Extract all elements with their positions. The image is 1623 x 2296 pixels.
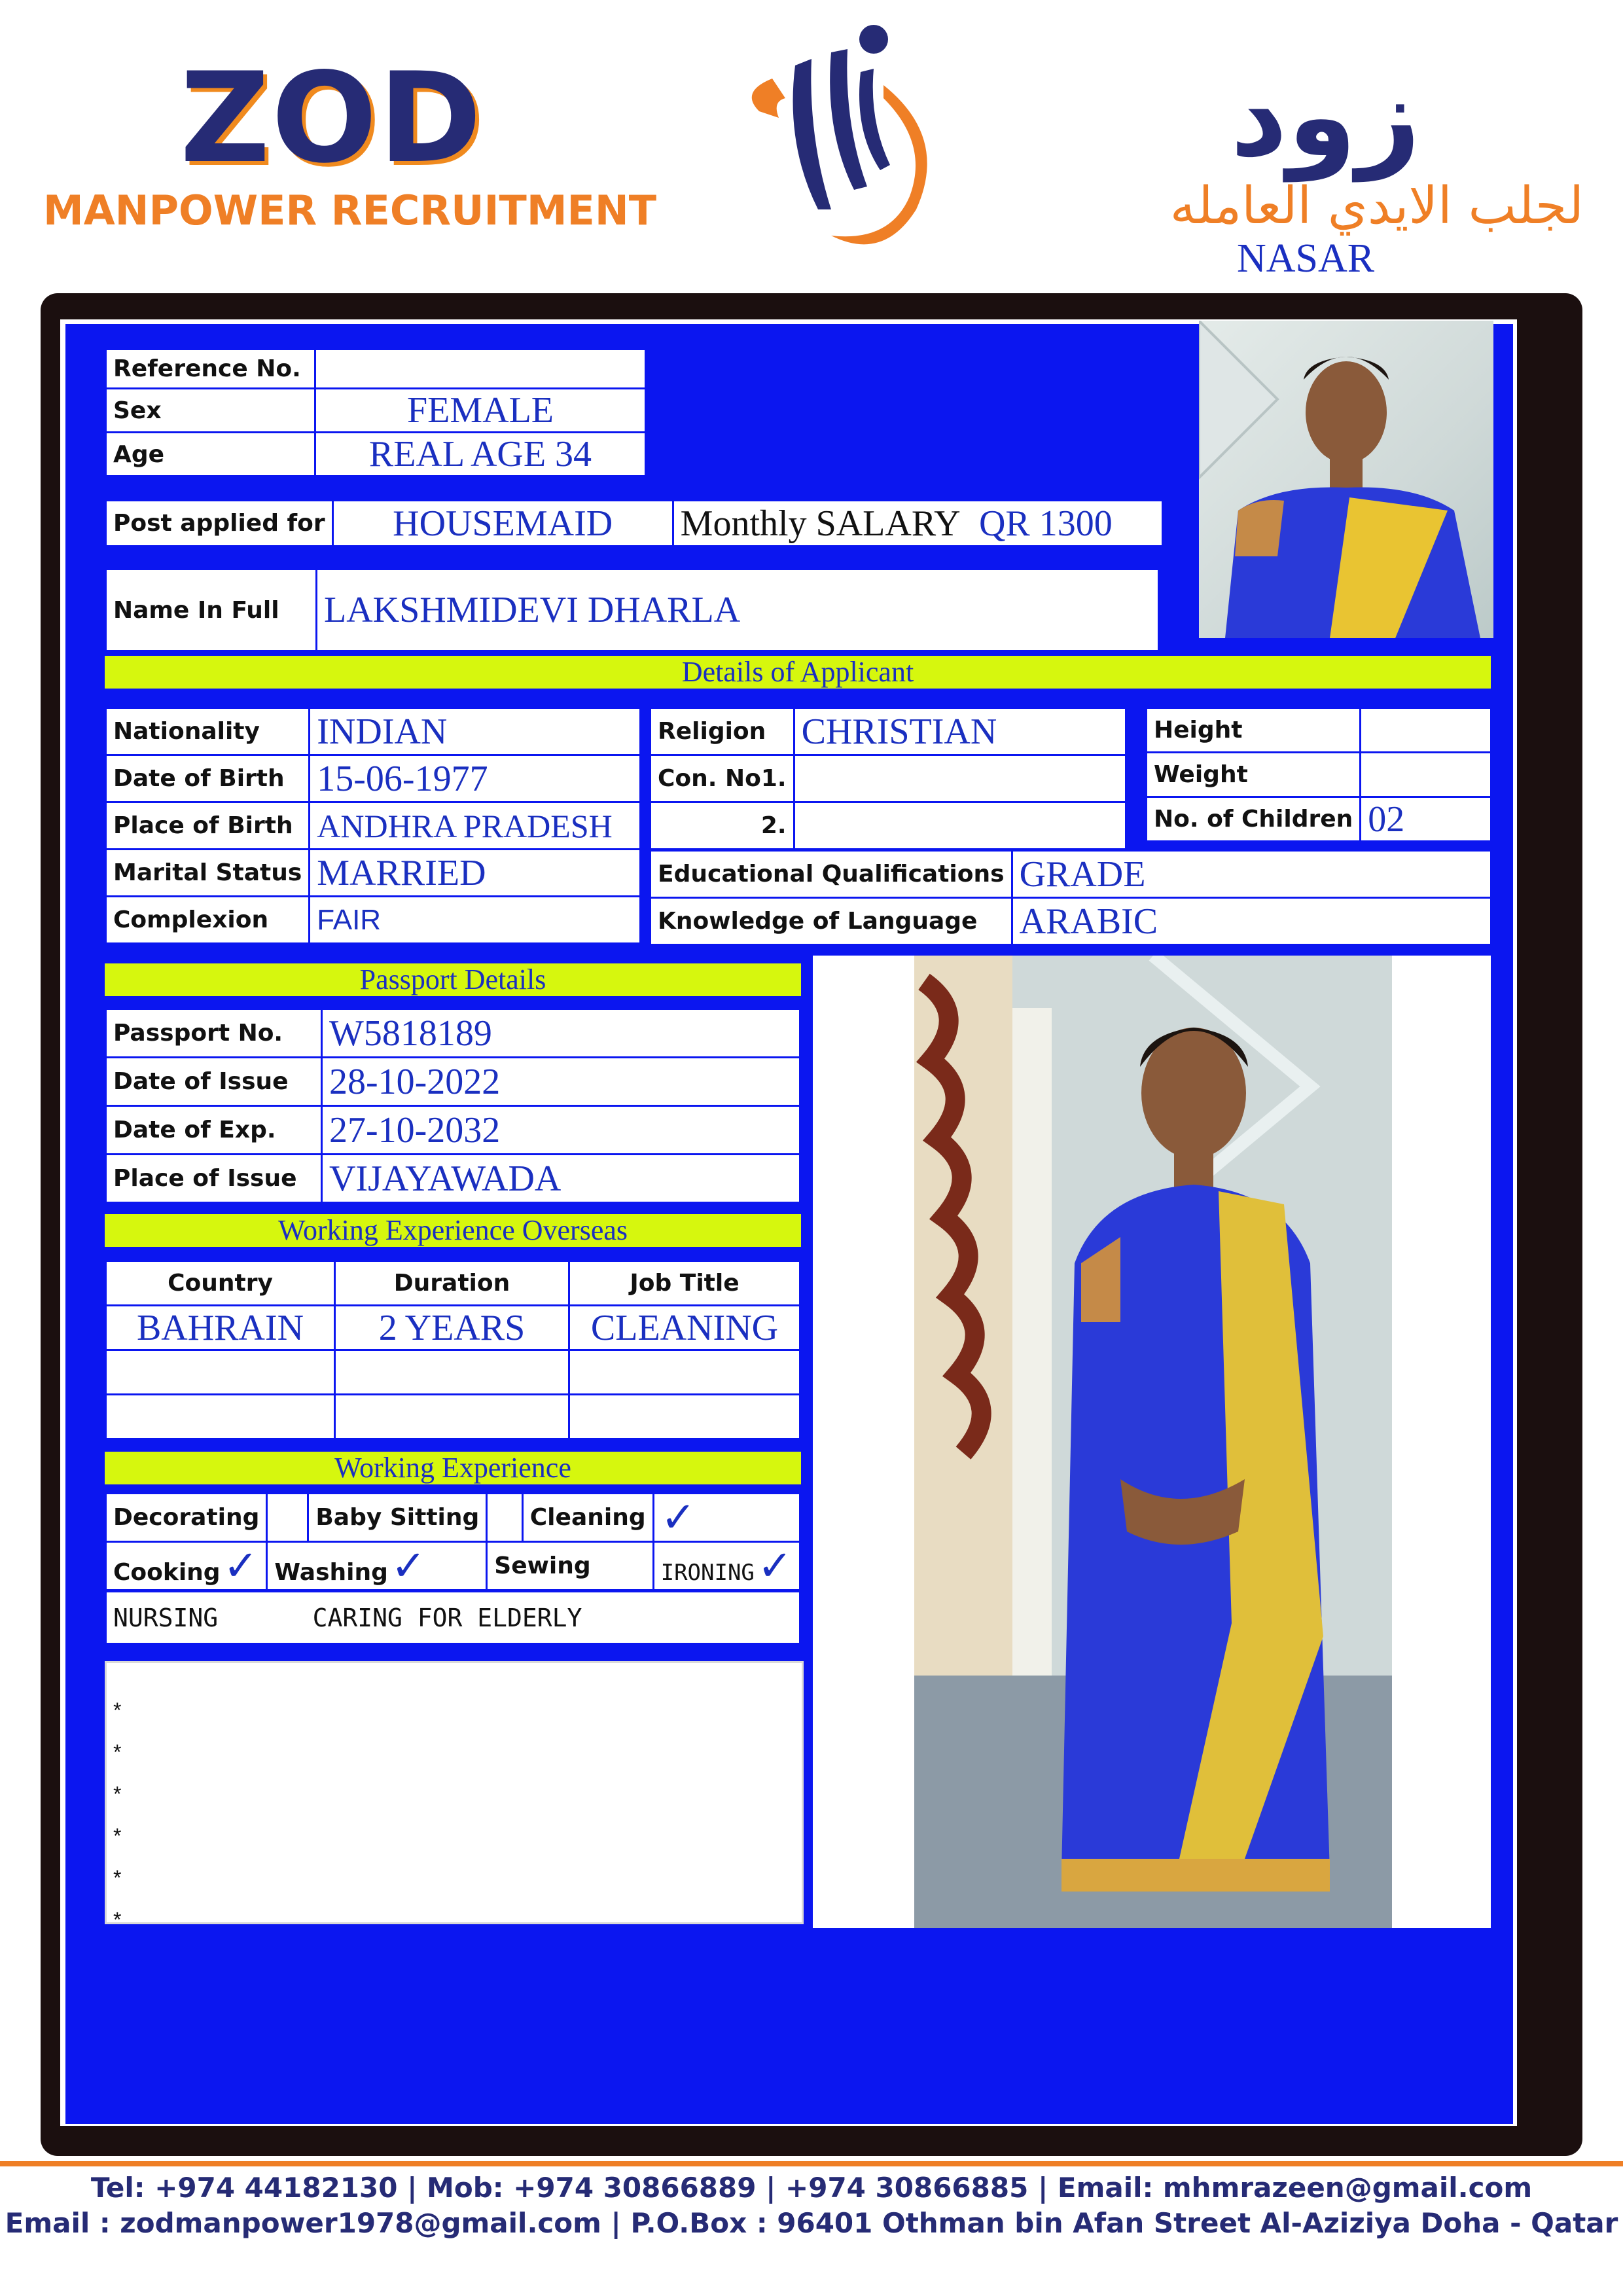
language-label: Knowledge of Language (651, 898, 1012, 945)
table-row (106, 1395, 800, 1439)
ironing-check-icon: ✓ (757, 1541, 793, 1590)
footer-divider (0, 2161, 1623, 2166)
name-table (105, 568, 1160, 652)
applicant-full-photo (813, 956, 1491, 1928)
job-cell (569, 1395, 800, 1439)
baby-sitting-check (487, 1494, 522, 1542)
arabic-subtitle: لجلب الايدي العامله (1169, 177, 1584, 236)
dob-value: 15-06-1977 (310, 755, 641, 802)
religion-table (649, 707, 1127, 850)
issue-date-label: Date of Issue (106, 1058, 322, 1106)
skill-baby-sitting: Baby Sitting (308, 1494, 487, 1542)
company-logo-icon (733, 13, 942, 262)
passport-table (105, 1008, 801, 1204)
country-cell (106, 1350, 335, 1395)
duration-cell: 2 YEARS (335, 1306, 569, 1350)
post-label: Post applied for (106, 501, 333, 547)
education-value: GRADE (1012, 851, 1491, 898)
cooking-cell (106, 1542, 267, 1590)
note-bullet: * (113, 1824, 122, 1848)
passport-number-value: W5818189 (322, 1009, 800, 1058)
overseas-heading: Working Experience Overseas (105, 1214, 801, 1247)
brand-title: ZOD (180, 46, 484, 190)
cleaning-check-icon: ✓ (653, 1494, 800, 1542)
note-bullet: * (113, 1698, 122, 1722)
salary-value: QR 1300 (978, 503, 1113, 544)
sex-label: Sex (106, 389, 315, 433)
cooking-check-icon: ✓ (223, 1541, 259, 1590)
skill-washing: Washing (274, 1558, 388, 1586)
note-bullet: * (113, 1782, 122, 1806)
post-table (105, 499, 1164, 547)
skills-table (105, 1492, 801, 1591)
children-label: No. of Children (1147, 797, 1361, 842)
note-bullet: * (113, 1908, 122, 1931)
con2-value (794, 802, 1126, 850)
country-cell (106, 1395, 335, 1439)
passport-heading: Passport Details (105, 963, 801, 996)
complexion-label: Complexion (106, 897, 310, 944)
pob-value: ANDHRA PRADESH (310, 802, 641, 850)
religion-label: Religion (651, 708, 794, 755)
col-country: Country (106, 1261, 335, 1306)
brand-subtitle: MANPOWER RECRUITMENT (43, 187, 657, 234)
extra-skills-row (106, 1592, 800, 1644)
col-duration: Duration (335, 1261, 569, 1306)
nationality-value: INDIAN (310, 708, 641, 755)
job-cell: CLEANING (569, 1306, 800, 1350)
duration-cell (335, 1395, 569, 1439)
skill-decorating: Decorating (106, 1494, 267, 1542)
salary-cell (673, 501, 1162, 547)
skill-cooking: Cooking (113, 1558, 221, 1586)
pob-label: Place of Birth (106, 802, 310, 850)
footer-address-line: Email : zodmanpower1978@gmail.com | P.O.Box : 96401 Othman bin Afan Street Al-Aziziya Doha - Qatar (5, 2207, 1618, 2239)
arabic-brand: زود (1230, 52, 1421, 182)
note-bullet: * (113, 1866, 122, 1890)
dob-label: Date of Birth (106, 755, 310, 802)
height-label: Height (1147, 708, 1361, 753)
ironing-cell (653, 1542, 800, 1590)
expiry-date-label: Date of Exp. (106, 1106, 322, 1155)
overseas-table (105, 1260, 801, 1440)
skills-heading: Working Experience (105, 1452, 801, 1484)
name-label: Name In Full (106, 569, 317, 651)
nationality-label: Nationality (106, 708, 310, 755)
table-row (106, 1306, 800, 1350)
footer-contact-line: Tel: +974 44182130 | Mob: +974 30866889 | +974 30866885 | Email: mhmrazeen@gmail.com (90, 2172, 1533, 2204)
weight-value (1361, 753, 1491, 797)
skill-ironing: IRONING (660, 1559, 755, 1586)
expiry-date-value: 27-10-2032 (322, 1106, 800, 1155)
language-value: ARABIC (1012, 898, 1491, 945)
con1-label: Con. No1. (651, 755, 794, 802)
table-row (106, 1350, 800, 1395)
religion-value: CHRISTIAN (794, 708, 1126, 755)
children-value: 02 (1361, 797, 1491, 842)
washing-cell (267, 1542, 487, 1590)
marital-label: Marital Status (106, 850, 310, 897)
education-table (649, 850, 1492, 946)
skill-sewing: Sewing (487, 1542, 653, 1590)
issue-place-label: Place of Issue (106, 1155, 322, 1203)
height-value (1361, 708, 1491, 753)
salary-label: Monthly SALARY (680, 503, 961, 544)
tagline: NASAR (1237, 236, 1375, 281)
job-cell (569, 1350, 800, 1395)
name-value: LAKSHMIDEVI DHARLA (317, 569, 1159, 651)
passport-number-label: Passport No. (106, 1009, 322, 1058)
physical-table (1145, 707, 1492, 842)
education-label: Educational Qualifications (651, 851, 1012, 898)
issue-place-value: VIJAYAWADA (322, 1155, 800, 1203)
skill-cleaning: Cleaning (522, 1494, 653, 1542)
weight-label: Weight (1147, 753, 1361, 797)
post-value: HOUSEMAID (332, 501, 673, 547)
duration-cell (335, 1350, 569, 1395)
details-heading: Details of Applicant (105, 656, 1491, 689)
age-label: Age (106, 433, 315, 476)
con2-label: 2. (651, 802, 794, 850)
applicant-headshot (1199, 321, 1493, 638)
sex-value: FEMALE (315, 389, 646, 433)
extra-skills-table (105, 1590, 801, 1645)
basic-info-table (105, 348, 647, 477)
skill-nursing: NURSING (113, 1603, 219, 1632)
washing-check-icon: ✓ (391, 1541, 426, 1590)
decorating-check (267, 1494, 308, 1542)
col-job-title: Job Title (569, 1261, 800, 1306)
con1-value (794, 755, 1126, 802)
reference-label: Reference No. (106, 350, 315, 389)
skill-caring-elderly: CARING FOR ELDERLY (312, 1603, 582, 1632)
age-value: REAL AGE 34 (315, 433, 646, 476)
reference-value (315, 350, 646, 389)
notes-box (105, 1661, 804, 1931)
personal-table (105, 707, 641, 944)
marital-value: MARRIED (310, 850, 641, 897)
issue-date-value: 28-10-2022 (322, 1058, 800, 1106)
note-bullet: * (113, 1740, 122, 1764)
country-cell: BAHRAIN (106, 1306, 335, 1350)
complexion-value: FAIR (310, 897, 641, 944)
